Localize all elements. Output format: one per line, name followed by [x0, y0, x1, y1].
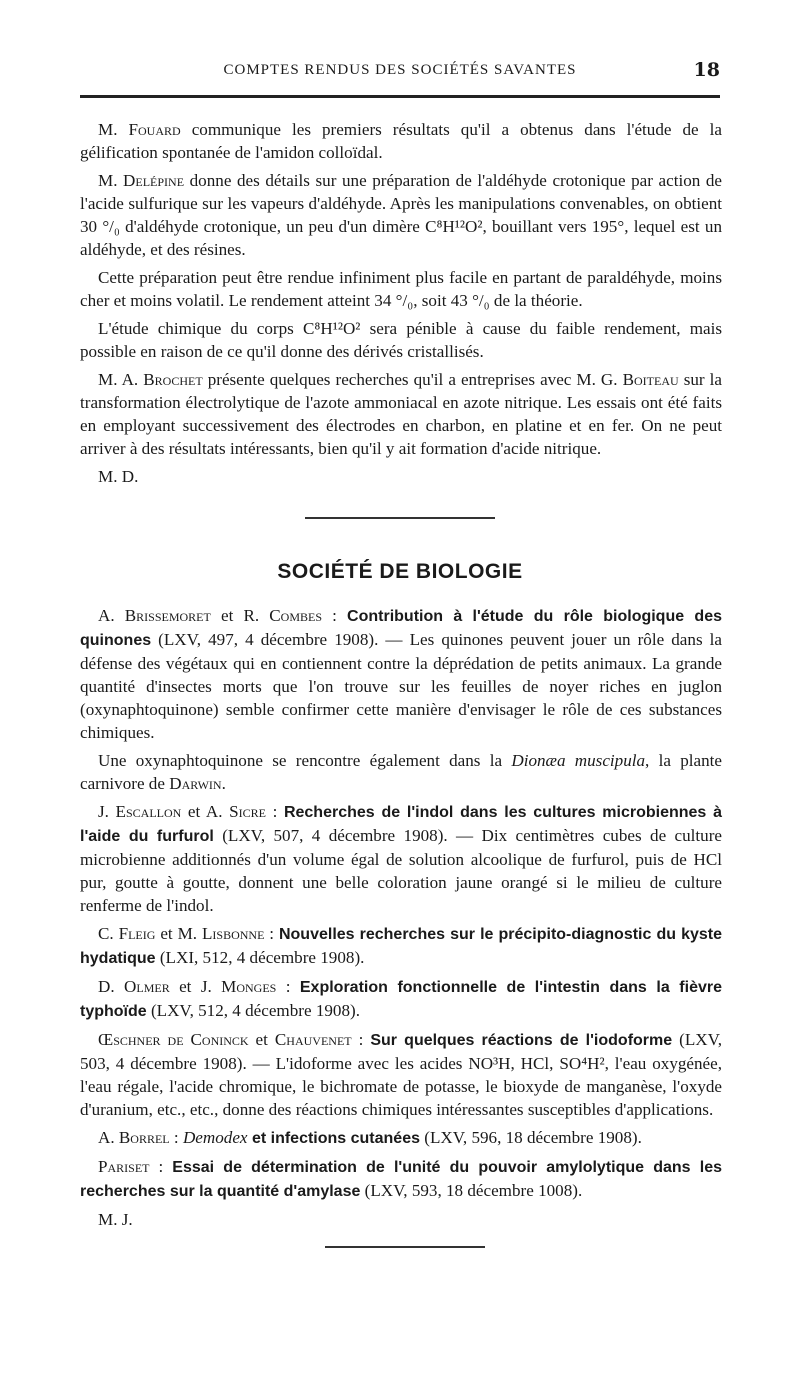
person-name: Brochet — [143, 370, 203, 389]
section-title: SOCIÉTÉ DE BIOLOGIE — [277, 560, 523, 583]
paragraph-paraldehyde: Cette préparation peut être rendue infiniment plus facile en partant de paraldéhyde, moins cher et moins volatil. Le rendement atteint 34 °/₀, soit 43 °/₀ de la théorie. — [80, 268, 722, 310]
entry-brissemoret: A. Brissemoret et R. Combes : Contribution à l'étude du rôle biologique des quinones (LXV, 497, 4 décembre 1908). — Les quinones peuvent jouer un rôle dans la défense des végétaux qui en contiennent contre la déprédation de petits animaux. La grande quantité d'insectes morts que l'on trouve sur les feuilles de noyer riches en juglon (oxynaphtoquinone) semble confirmer cette manière d'envisager le rôle de ces substances chimiques. — [80, 606, 722, 742]
entry-title: Nouvelles recherches sur le précipito-diagnostic du kyste hydatique — [80, 926, 722, 967]
person-name: Boiteau — [622, 370, 679, 389]
entry-pariset: Pariset : Essai de détermination de l'unité du pouvoir amylolytique dans les recherches sur la quantité d'amylase (LXV, 593, 18 décembre 1008). — [80, 1157, 722, 1200]
entry-dionaea: Une oxynaphtoquinone se rencontre également dans la Dionæa muscipula, la plante carnivore de Darwin. — [80, 751, 722, 793]
page-number: 18 — [693, 59, 720, 81]
entry-fleig: C. Fleig et M. Lisbonne : Nouvelles recherches sur le précipito-diagnostic du kyste hydatique (LXI, 512, 4 décembre 1908). — [80, 924, 722, 967]
entry-title: Contribution à l'étude du rôle biologique des quinones — [80, 608, 722, 649]
closing-rule — [325, 1246, 485, 1248]
section-biology — [80, 604, 722, 1236]
entry-escallon: J. Escallon et A. Sicre : Recherches de l'indol dans les cultures microbiennes à l'aide du furfurol (LXV, 507, 4 décembre 1908). — Dix centimètres cubes de culture microbienne additionnés d'un volume égal de solution alcoolique de furfurol, puis de HCl pur, goutte à goutte, donnent une belle coloration jaune orangé si le milieu de culture renferme de l'indol. — [80, 802, 723, 915]
paragraph-brochet: M. A. Brochet présente quelques recherches qu'il a entreprises avec M. G. Boiteau sur la transformation électrolytique de l'azote ammoniacal en azote nitrique. Les essais ont été faits en employant successivement des électrodes en charbon, en platine et en fer. On ne peut arriver à des résultats intéressants, bien qu'il y ait formation d'acide nitrique. — [80, 370, 722, 458]
header-rule — [80, 95, 720, 98]
paragraph-delepine: M. Delépine donne des détails sur une préparation de l'aldéhyde crotonique par action de l'acide sulfurique sur les vapeurs d'aldéhyde. Après les manipulations convenables, on obtient 30 °/₀ d'aldéhyde crotonique, un peu d'un dimère C⁸H¹²O², bouillant vers 195°, lequel est un aldéhyde, et des résines. — [80, 171, 722, 259]
running-title: COMPTES RENDUS DES SOCIÉTÉS SAVANTES — [223, 62, 577, 78]
entry-title: et infections cutanées — [247, 1130, 420, 1147]
section-chemistry — [80, 118, 722, 493]
entry-oeschner: Œschner de Coninck et Chauvenet : Sur quelques réactions de l'iodoforme (LXV, 503, 4 décembre 1908). — L'idoforme avec les acides NO³H, HCl, SO⁴H², l'eau oxygénée, l'eau régale, l'acide chromique, le bichromate de potasse, le bioxyde de manganèse, l'oxyde d'uranium, etc., etc., donne des réactions chimiques intéressantes susceptibles d'applications. — [80, 1030, 723, 1119]
entry-title: Sur quelques réactions de l'iodoforme — [370, 1032, 673, 1049]
signature-mj: M. J. — [98, 1210, 133, 1229]
signature-md: M. D. — [98, 467, 139, 486]
person-name: Fouard — [128, 120, 181, 139]
running-header — [80, 59, 720, 82]
section-divider — [305, 517, 495, 519]
person-name: Delépine — [123, 171, 185, 190]
paragraph-etude: L'étude chimique du corps C⁸H¹²O² sera pénible à cause du faible rendement, mais possible en raison de ce qu'il donne des dérivés cristallisés. — [80, 319, 722, 361]
paragraph-fouard: M. Fouard communique les premiers résultats qu'il a obtenus dans l'étude de la gélification spontanée de l'amidon colloïdal. — [80, 120, 722, 162]
entry-title: Recherches de l'indol dans les cultures microbiennes à l'aide du furfurol — [80, 804, 722, 845]
entry-title: Essai de détermination de l'unité du pouvoir amylolytique dans les recherches sur la quantité d'amylase — [80, 1159, 722, 1200]
entry-olmer: D. Olmer et J. Monges : Exploration fonctionnelle de l'intestin dans la fièvre typhoïde (LXV, 512, 4 décembre 1908). — [80, 977, 722, 1020]
entry-borrel: A. Borrel : Demodex et infections cutanées (LXV, 596, 18 décembre 1908). — [98, 1128, 642, 1147]
entry-title: Exploration fonctionnelle de l'intestin dans la fièvre typhoïde — [80, 979, 722, 1020]
